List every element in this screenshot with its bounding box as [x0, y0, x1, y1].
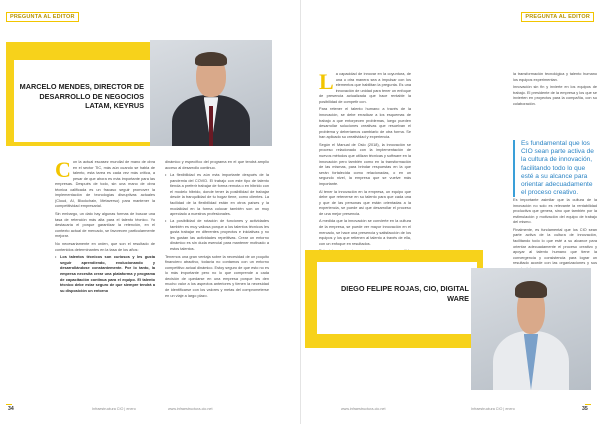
- paragraph: Es importante asimilar que la cultura de la innovación no solo es relevante la rentabilidad productiva que genera, sino que también por la estimulación y motivación del equipo de trabajo del mismo.: [513, 198, 597, 225]
- paragraph: A medida que la innovación se convierte en la cultura de la empresa, se puede ver mayor innovación en el mercado, se hace una presencia y satisfacción de los equipos y los que retienen al talento a través de ella, con un enfoque en resultados.: [319, 219, 411, 246]
- article-column-2-continued: [513, 198, 597, 268]
- paragraph: dinámico y específico del programa en el que tendrá amplio acceso al desarrollo continuo.: [165, 160, 269, 170]
- name-card: [317, 262, 477, 334]
- paragraph: la transformación tecnológica y talento humano los equipos experimentan.: [513, 72, 597, 82]
- paragraph: a capacidad de innovar en la coyuntura, de una u otra manera sea a impulsar con los elementos que habilitan la pregunta. Es una innovación de unidad para tener un enfoque de presencia actualizada que hace rentable la posibilidad de competir con.: [319, 72, 411, 104]
- section-tag: PREGUNTA AL EDITOR: [521, 12, 594, 22]
- section-tag: PREGUNTA AL EDITOR: [6, 12, 79, 22]
- page-number: 34: [8, 406, 14, 412]
- website-url: www.infraestructura-cio.net: [168, 407, 213, 411]
- list-item: • Los talentos técnicos son curiosos y les gusta seguir aprendiendo, evolucionando y desarrollándose constantemente. Por lo tanto, la empresa necesita crear una plataforma y programa de capacitación continua para el equipo. El talento técnico debe estar seguro de que siempre tendrá a su disposición un entorno: [55, 255, 155, 294]
- paragraph: No necesariamente en orden, que son el resultado de contenidos determinantes en la tasa de los años:: [55, 242, 155, 252]
- portrait-photo: [150, 40, 272, 146]
- magazine-name: Infraestructura CIO | enero: [92, 407, 136, 411]
- paragraph: Tenemos una gran ventaja sobre la necesidad de un poquito financiero atractivo, todavía no contamos con un entorno competitivo actual dinámico. Estoy seguro de que esto no es lo más importante pero no lo que comprende a cada decisión de quedarse en una empresa porque les den mucho valor a los aspectos anteriores y tienen la necesidad de identificarse con los valores y metas del comprometerse en un viaje a largo plazo.: [165, 254, 269, 298]
- right-page: [300, 0, 600, 424]
- name-card: [14, 60, 150, 142]
- article-column-1: [55, 157, 155, 396]
- article-column-2: [513, 72, 597, 136]
- paragraph: Según el Manual de Oslo (2018), la innovación se proceso relacionado con la implementación de nuevos métodos que utilizan técnicas y software en la innovación pero también como en la transformación de las mismas, para brindar respuestas en la que serán fortalecida como relacionadas, o en un segundo nivel, la empresa que se vuelve más importante.: [319, 142, 411, 186]
- paragraph: Para retener el talento humano a través de la innovación, se debe erradicar a los esquemas de trabajo a que entorpecen problemas, luego pueden desarrollar soluciones creativas que resuelvan el problema y deberíamos cambiarlo de otra forma. Se han aplicado su creatividad y experiencia.: [319, 107, 411, 140]
- magazine-name: Infraestructura CIO | enero: [471, 407, 515, 411]
- website-url: www.infraestructura-cio.net: [341, 407, 386, 411]
- portrait-photo: [471, 268, 591, 390]
- article-column-2: [165, 160, 269, 396]
- page-footer: [301, 404, 600, 416]
- paragraph: on la actual escasez mundial de mano de obra en el sector TIC, más aún cuando se habla de talento, esta tarea es cada vez más crítica, a pesar de que ahora es más importante para las empresas. Después de todo, sin una mano de obra técnica calificada es un fracaso seguir promover la implementación de tecnologías disruptivas actuales (Cloud, AI, Blockchain, Metaverso) para mantener la competitividad empresarial.: [55, 160, 155, 209]
- list-item: • La flexibilidad es aún más importante después de la pandemia del COVID. El trabajo con este tipo de talento tienda a preferir trabajar de forma remota o en hibrido con el modelo hibrido, donde tener la posibilidad de trabajar desde la tranquilidad de tu hogar tiene, como clientes. La facilidad de la flexibilidad están en otros países y la modalidad en la forma colocar también son un muy apreciado a nuestros profesionales.: [165, 173, 269, 217]
- dropcap: C: [55, 157, 71, 182]
- interviewee-name: MARCELO MENDES, DIRECTOR DE DESARROLLO DE NEGOCIOS LATAM, KEYRUS: [19, 82, 144, 111]
- paragraph: Al tener la innovación en la empresa, un equipo que debe que retenerse en su talento para que cada una y que de las personas que están orientadas a la experiencia, se puede así que desarrollar el proceso de una mejor presencia.: [319, 189, 411, 216]
- list-item: • La posibilidad de rotación de funciones y actividades también es muy valiosa porque a los talentos técnicos les gusta trabajar en diferentes proyectos e iniciativas y no les gustan las actividades repetitivas. Crear un entorno dinámico es sin duda esencial para mantener motivado a estos talentos.: [165, 219, 269, 252]
- page-number: 35: [582, 406, 588, 412]
- dropcap: L: [319, 69, 334, 94]
- paragraph: Innovación sin fin y invierte en los equipos de trabajo. El presidente de la empresa y los que se invierten en proyectos para la compañía, con su colaboración.: [513, 85, 597, 106]
- interviewee-name: DIEGO FELIPE ROJAS, CIO, DIGITAL WARE: [341, 284, 469, 303]
- pull-quote: Es fundamental que los CIO sean parte activa de la cultura de innovación, facilitando todo lo que esté a su alcance para orientar adecuadamente el proceso creativo.: [513, 140, 597, 197]
- page-footer: [0, 404, 300, 416]
- paragraph: Finalmente, es fundamental que los CIO sean parte activa de la cultura de innovación, facilitando todo lo que esté a su alcance para orientar adecuadamente el proceso creativo y apoyar al talento humano que tiene la convergencia y consistencia para lograr un resultado acorde con las organizaciones y sus: [513, 227, 597, 266]
- paragraph: Sin embargo, un dato hay algunas formas de buscar una tasa de retención más alta para el talento técnico. Yo destacaría el porque garantizar la retención, en el contexto actual de mercado, se favorecen particularmente mejorar.: [55, 212, 155, 239]
